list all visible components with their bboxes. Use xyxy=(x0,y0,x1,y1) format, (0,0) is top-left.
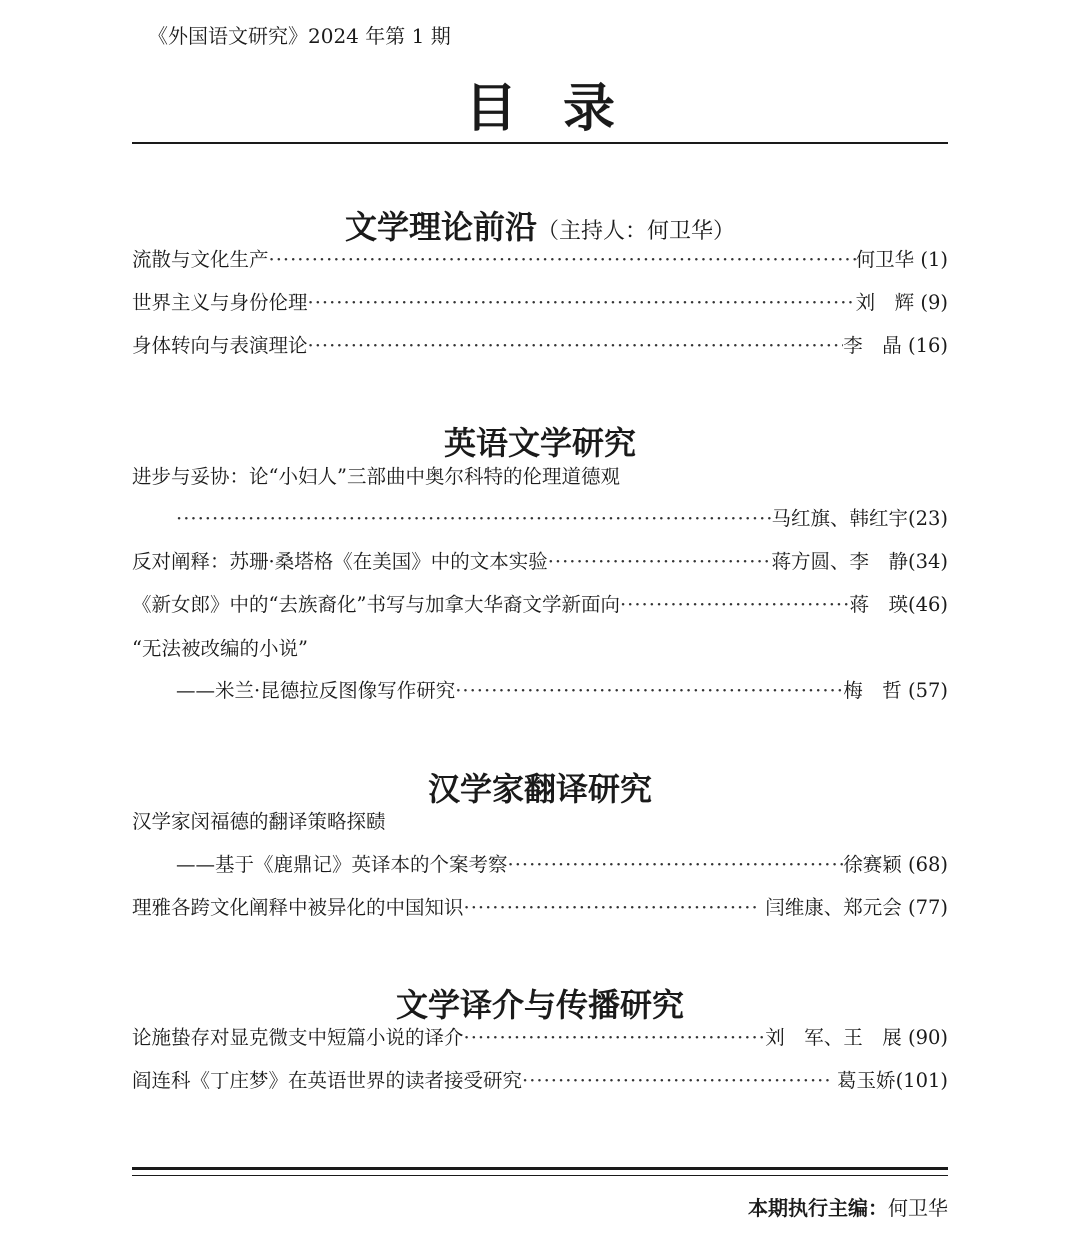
section-heading-sinologist-translation: 汉学家翻译研究 xyxy=(427,770,652,808)
entry-title: 流散与文化生产 xyxy=(132,248,269,271)
entry-page: (101) xyxy=(895,1069,948,1092)
entry-title: 《新女郎》中的“去族裔化”书写与加拿大华裔文学新面向 xyxy=(132,593,620,616)
dot-leader xyxy=(269,248,856,271)
entry-title: 身体转向与表演理论 xyxy=(132,334,308,357)
entry-page: (57) xyxy=(907,679,948,702)
editor-name: 何卫华 xyxy=(888,1196,948,1220)
entry-title: 世界主义与身份伦理 xyxy=(132,291,308,314)
entry-author: 刘 军、王 展 xyxy=(765,1026,902,1049)
entry-author: 蒋 瑛 xyxy=(849,593,908,616)
entry-page: (77) xyxy=(907,896,948,919)
toc-entry[interactable] xyxy=(132,287,948,319)
dot-leader xyxy=(464,1026,766,1049)
dot-leader xyxy=(308,291,856,314)
entry-author: 何卫华 xyxy=(855,248,915,271)
dot-leader xyxy=(620,593,850,616)
entry-title: 阎连科《丁庄梦》在英语世界的读者接受研究 xyxy=(132,1069,523,1092)
toc-entry[interactable] xyxy=(176,849,948,881)
entry-page: (34) xyxy=(907,550,948,573)
section-heading-english-literature: 英语文学研究 xyxy=(443,424,636,462)
dot-leader xyxy=(176,507,771,530)
journal-issue: 《外国语文研究》2024 年第 1 期 xyxy=(148,24,451,48)
entry-author: 葛玉娇 xyxy=(837,1069,896,1092)
entry-page: (68) xyxy=(907,853,948,876)
entry-author: 刘 辉 xyxy=(855,291,915,314)
entry-title[interactable]: “无法被改编的小说” xyxy=(132,637,308,660)
page-title: 目录 xyxy=(464,79,661,139)
entry-title: 论施蛰存对显克微支中短篇小说的译介 xyxy=(132,1026,464,1049)
toc-entry[interactable] xyxy=(132,546,948,578)
toc-entry[interactable] xyxy=(132,892,948,924)
entry-author: 马红旗、韩红宇 xyxy=(771,507,908,530)
dot-leader xyxy=(464,896,760,919)
entry-page: (23) xyxy=(907,507,948,530)
executive-editor xyxy=(748,1192,948,1221)
entry-page: (1) xyxy=(920,248,948,271)
entry-author: 梅 哲 xyxy=(843,679,902,702)
bottom-rule-thin xyxy=(132,1175,948,1176)
toc-entry[interactable] xyxy=(176,503,948,535)
toc-entry[interactable] xyxy=(132,330,948,362)
dot-leader xyxy=(548,550,772,573)
entry-subtitle: ——米兰·昆德拉反图像写作研究 xyxy=(176,679,456,702)
entry-subtitle: ——基于《鹿鼎记》英译本的个案考察 xyxy=(176,853,508,876)
section-host: （主持人：何卫华） xyxy=(537,219,736,244)
editor-label: 本期执行主编： xyxy=(748,1196,888,1220)
entry-page: (46) xyxy=(907,593,948,616)
toc-entry[interactable] xyxy=(132,1065,948,1097)
toc-entry[interactable] xyxy=(176,675,948,707)
section-heading-translation-dissemination: 文学译介与传播研究 xyxy=(395,986,684,1024)
entry-author: 徐赛颖 xyxy=(843,853,902,876)
dot-leader xyxy=(522,1069,831,1092)
entry-page: (90) xyxy=(907,1026,948,1049)
entry-title: 反对阐释：苏珊·桑塔格《在美国》中的文本实验 xyxy=(132,550,548,573)
top-rule xyxy=(132,142,948,144)
bottom-rule-thick xyxy=(132,1167,948,1170)
entry-title: 理雅各跨文化阐释中被异化的中国知识 xyxy=(132,896,464,919)
entry-title[interactable]: 汉学家闵福德的翻译策略探赜 xyxy=(132,810,386,833)
dot-leader xyxy=(455,679,843,702)
entry-page: (16) xyxy=(907,334,948,357)
entry-page: (9) xyxy=(920,291,948,314)
entry-author: 蒋方圆、李 静 xyxy=(771,550,908,573)
dot-leader xyxy=(508,853,844,876)
toc-entry[interactable] xyxy=(132,244,948,276)
section-heading-literary-theory: 文学理论前沿（主持人：何卫华） xyxy=(344,208,736,246)
dot-leader xyxy=(308,334,844,357)
entry-author: 闫维康、郑元会 xyxy=(765,896,902,919)
toc-entry[interactable] xyxy=(132,1022,948,1054)
entry-author: 李 晶 xyxy=(843,334,902,357)
toc-entry[interactable] xyxy=(132,589,948,621)
entry-title[interactable]: 进步与妥协：论“小妇人”三部曲中奥尔科特的伦理道德观 xyxy=(132,465,620,488)
